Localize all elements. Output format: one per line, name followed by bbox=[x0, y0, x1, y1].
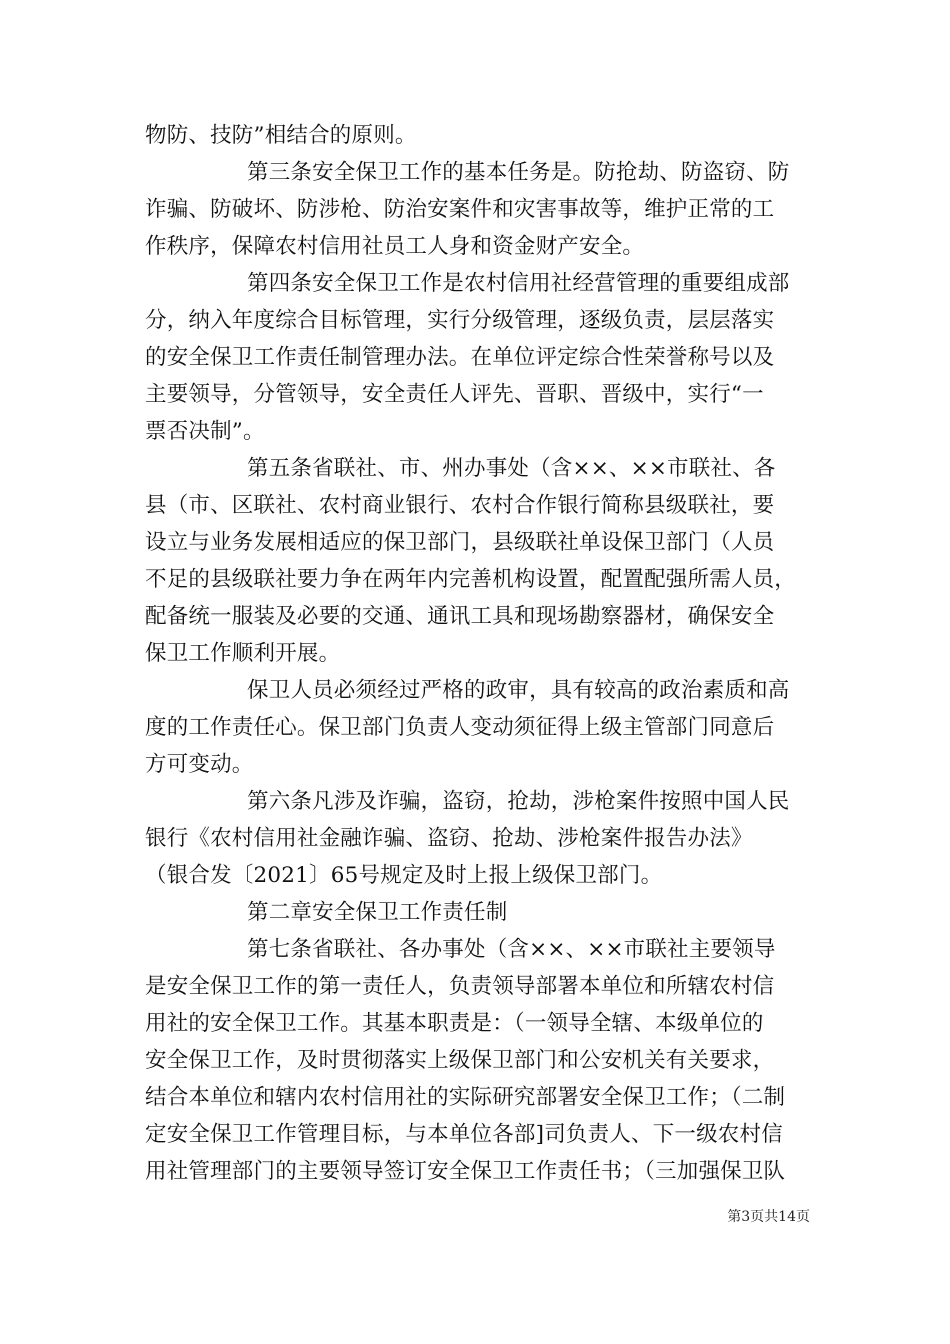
text-line: 用社的安全保卫工作。其基本职责是：（一领导全辖、本级单位的 bbox=[145, 1011, 764, 1036]
paragraph-start-line: 第五条省联社、市、州办事处（含××、××市联社、各 bbox=[247, 456, 776, 481]
text-line: 县（市、区联社、农村商业银行、农村合作银行简称县级联社，要 bbox=[145, 493, 775, 518]
page-number-footer: 第3页共14页 bbox=[727, 1209, 810, 1225]
text-line: 作秩序，保障农村信用社员工人身和资金财产安全。 bbox=[145, 234, 645, 259]
text-line: 分，纳入年度综合目标管理，实行分级管理，逐级负责，层层落实 bbox=[145, 308, 775, 333]
paragraph-start-line: 第六条凡涉及诈骗，盗窃，抢劫，涉枪案件按照中国人民 bbox=[247, 789, 790, 814]
text-line: 不足的县级联社要力争在两年内完善机构设置，配置配强所需人员， bbox=[145, 567, 797, 592]
text-line: 设立与业务发展相适应的保卫部门，县级联社单设保卫部门（人员 bbox=[145, 530, 775, 555]
text-line: 结合本单位和辖内农村信用社的实际研究部署安全保卫工作；（二制 bbox=[145, 1085, 786, 1110]
text-line: 的安全保卫工作责任制管理办法。在单位评定综合性荣誉称号以及 bbox=[145, 345, 775, 370]
text-line: 物防、技防”相结合的原则。 bbox=[145, 123, 417, 148]
chapter-heading: 第二章安全保卫工作责任制 bbox=[247, 900, 508, 925]
text-line: 度的工作责任心。保卫部门负责人变动须征得上级主管部门同意后 bbox=[145, 715, 775, 740]
text-line: （银合发〔2021〕65号规定及时上报上级保卫部门。 bbox=[145, 863, 663, 888]
text-line: 票否决制”。 bbox=[145, 419, 265, 444]
text-line: 诈骗、防破坏、防涉枪、防治安案件和灾害事故等，维护正常的工 bbox=[145, 197, 775, 222]
text-line: 安全保卫工作，及时贯彻落实上级保卫部门和公安机关有关要求， bbox=[145, 1048, 775, 1073]
text-line: 方可变动。 bbox=[145, 752, 254, 777]
text-line: 配备统一服装及必要的交通、通讯工具和现场勘察器材，确保安全 bbox=[145, 604, 775, 629]
text-line: 定安全保卫工作管理目标，与本单位各部]司负责人、下一级农村信 bbox=[145, 1122, 783, 1147]
text-line: 是安全保卫工作的第一责任人，负责领导部署本单位和所辖农村信 bbox=[145, 974, 775, 999]
paragraph-start-line: 保卫人员必须经过严格的政审，具有较高的政治素质和高 bbox=[247, 678, 790, 703]
text-line: 保卫工作顺利开展。 bbox=[145, 641, 341, 666]
text-line: 银行《农村信用社金融诈骗、盗窃、抢劫、涉枪案件报告办法》 bbox=[145, 826, 753, 851]
text-line: 主要领导，分管领导，安全责任人评先、晋职、晋级中，实行“一 bbox=[145, 382, 764, 407]
text-line: 用社管理部门的主要领导签订安全保卫工作责任书；（三加强保卫队 bbox=[145, 1159, 786, 1184]
paragraph-start-line: 第四条安全保卫工作是农村信用社经营管理的重要组成部 bbox=[247, 271, 790, 296]
paragraph-start-line: 第七条省联社、各办事处（含××、××市联社主要领导 bbox=[247, 937, 776, 962]
paragraph-start-line: 第三条安全保卫工作的基本任务是。防抢劫、防盗窃、防 bbox=[247, 160, 790, 185]
